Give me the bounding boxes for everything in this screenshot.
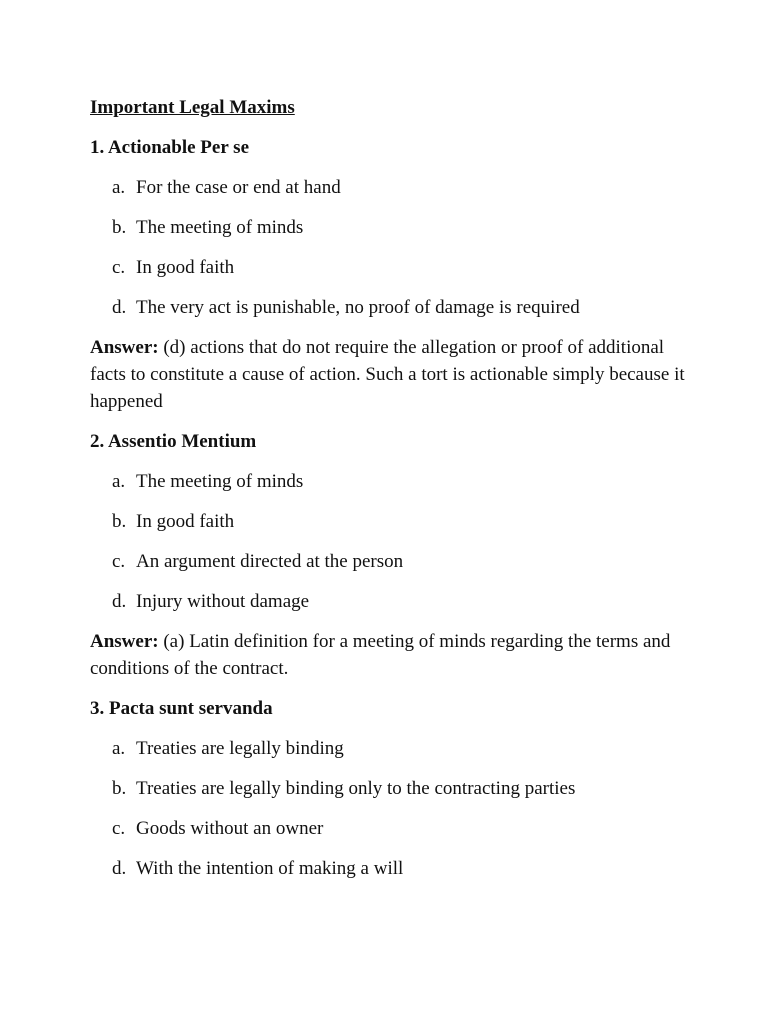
option-text: For the case or end at hand <box>136 177 341 198</box>
option-letter: a. <box>112 177 126 198</box>
option-text: Injury without damage <box>136 591 310 612</box>
answer-paragraph <box>90 334 690 415</box>
answer-paragraph <box>90 628 690 682</box>
option-letter: c. <box>112 818 126 839</box>
option-letter: a. <box>112 738 126 759</box>
option-letter: b. <box>112 511 127 532</box>
option-text: In good faith <box>136 257 235 278</box>
answer-text: (a) Latin definition for a meeting of minds regarding the terms and conditions of the contract. <box>90 631 671 679</box>
option-letter: c. <box>112 257 126 278</box>
option-text: The meeting of minds <box>136 471 304 492</box>
option-letter: a. <box>112 471 126 492</box>
option-text: Treaties are legally binding only to the contracting parties <box>136 778 576 799</box>
option-text: The meeting of minds <box>136 217 304 238</box>
option-letter: c. <box>112 551 126 572</box>
answer-label: Answer: <box>90 337 159 358</box>
option-text: Treaties are legally binding <box>136 738 344 759</box>
option-letter: d. <box>112 297 127 318</box>
answer-text: (d) actions that do not require the allegation or proof of additional facts to constitute a cause of action. Such a tort is actionable simply because it happened <box>90 337 685 412</box>
option-list <box>90 468 690 615</box>
question-title: 3. Pacta sunt servanda <box>90 698 273 719</box>
answer-label: Answer: <box>90 631 159 652</box>
option-text: Goods without an owner <box>136 818 324 839</box>
option-text: With the intention of making a will <box>136 858 404 879</box>
document-title: Important Legal Maxims <box>90 97 295 118</box>
option-item <box>90 775 690 802</box>
option-item <box>90 815 690 842</box>
option-text: In good faith <box>136 511 235 532</box>
option-letter: d. <box>112 858 127 879</box>
option-item <box>90 174 690 201</box>
option-item <box>90 588 690 615</box>
option-item <box>90 508 690 535</box>
document-page <box>90 94 690 895</box>
question-title: 2. Assentio Mentium <box>90 431 257 452</box>
question-2 <box>90 428 690 682</box>
option-letter: b. <box>112 217 127 238</box>
option-letter: d. <box>112 591 127 612</box>
question-3 <box>90 695 690 882</box>
option-item <box>90 214 690 241</box>
question-1 <box>90 134 690 415</box>
option-letter: b. <box>112 778 127 799</box>
option-text: The very act is punishable, no proof of damage is required <box>136 297 580 318</box>
option-item <box>90 294 690 321</box>
option-list <box>90 735 690 882</box>
option-item <box>90 254 690 281</box>
option-item <box>90 548 690 575</box>
option-list <box>90 174 690 321</box>
option-item <box>90 468 690 495</box>
question-title: 1. Actionable Per se <box>90 137 250 158</box>
option-text: An argument directed at the person <box>136 551 404 572</box>
option-item <box>90 735 690 762</box>
option-item <box>90 855 690 882</box>
